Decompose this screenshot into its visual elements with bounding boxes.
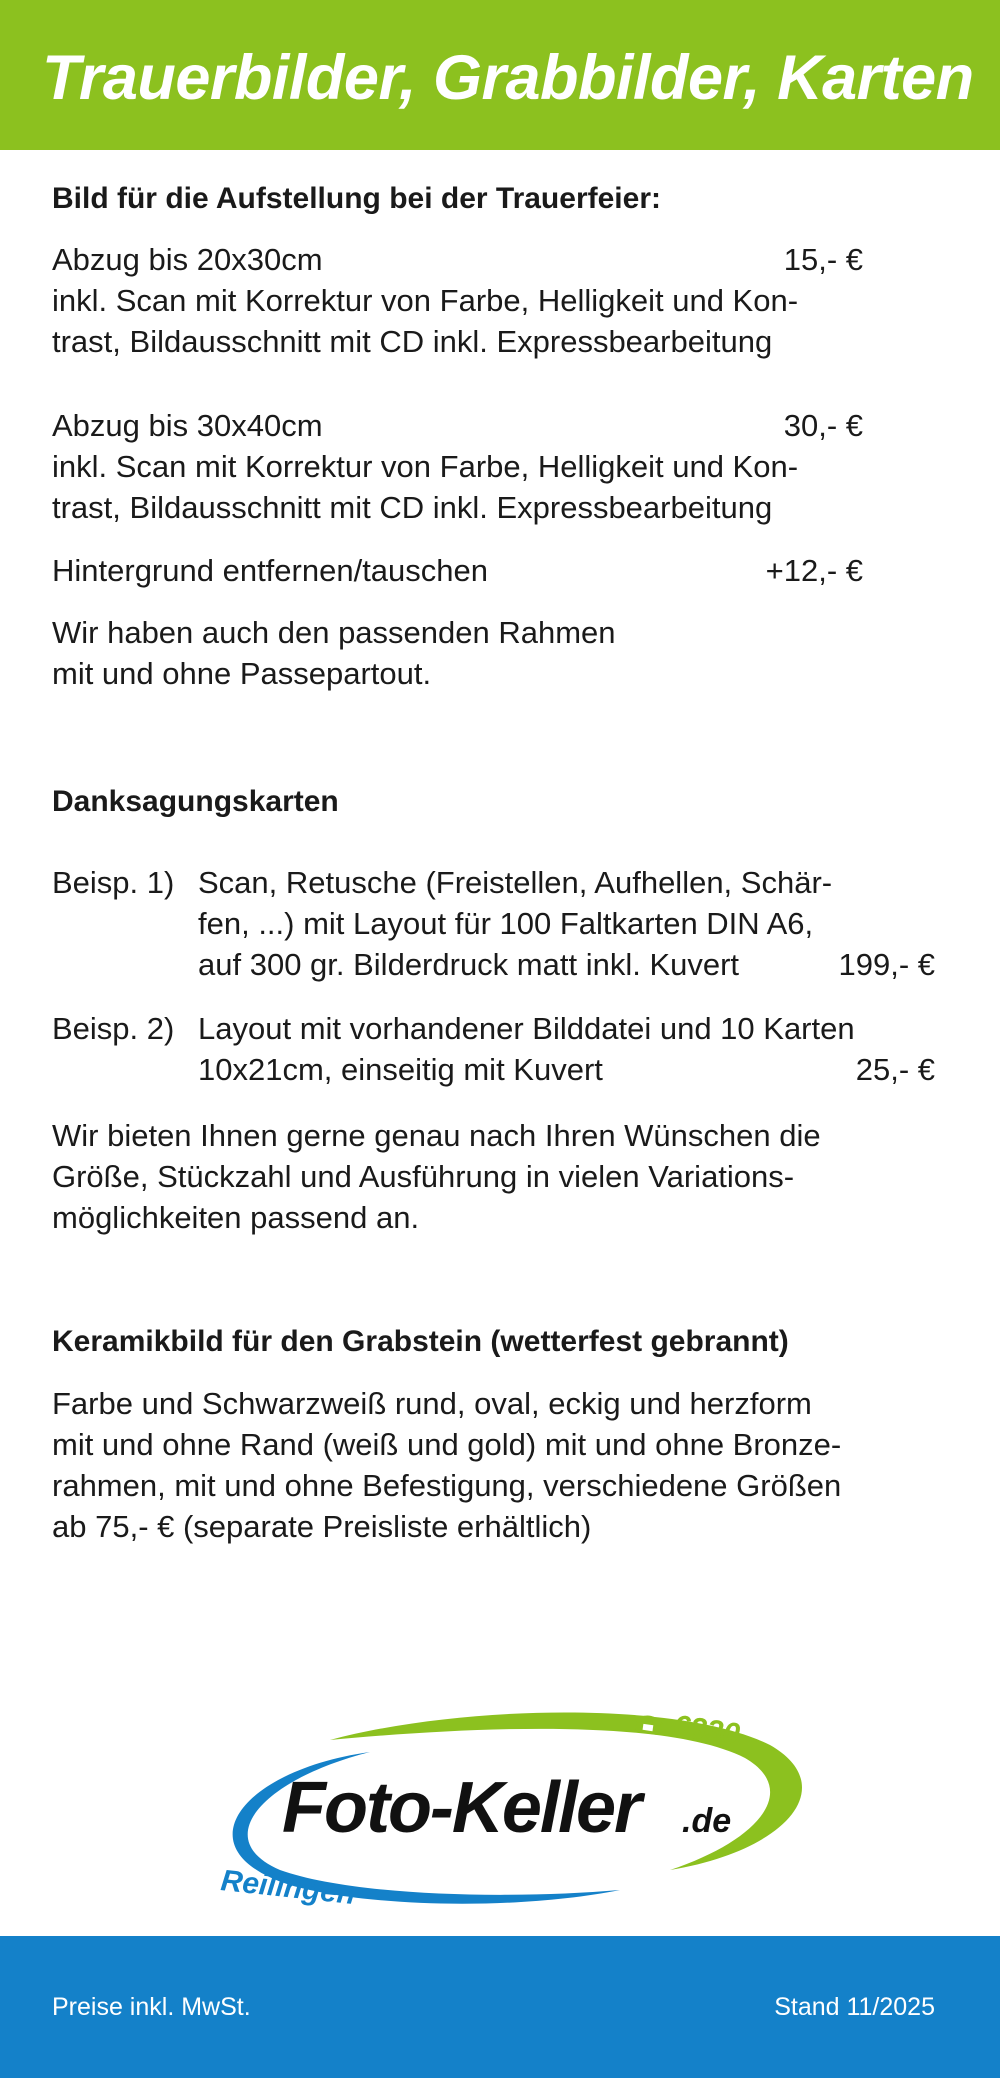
page-title: Trauerbilder, Grabbilder, Karten (42, 43, 974, 113)
body-text: ab 75,- € (separate Preisliste erhältlich) (52, 1509, 592, 1544)
example-text: Layout mit vorhandener Bilddatei und 10 Karten (198, 1011, 855, 1046)
example-text: 10x21cm, einseitig mit Kuvert (198, 1052, 603, 1087)
note-text: möglichkeiten passend an. (52, 1200, 420, 1235)
example-label: Beisp. 1) (52, 865, 175, 900)
footer-bar (0, 1936, 1000, 2078)
note-text: Wir bieten Ihnen gerne genau nach Ihren Wünschen die (52, 1118, 821, 1153)
body-text: Farbe und Schwarzweiß rund, oval, eckig und herzform (52, 1386, 812, 1421)
example-text: Scan, Retusche (Freistellen, Aufhellen, Schär- (198, 865, 833, 900)
item-price: 15,- € (783, 242, 863, 277)
item-description: trast, Bildausschnitt mit CD inkl. Expressbearbeitung (52, 324, 773, 359)
example-price: 25,- € (855, 1052, 935, 1087)
example-label: Beisp. 2) (52, 1011, 175, 1046)
item-description: inkl. Scan mit Korrektur von Farbe, Helligkeit und Kon- (52, 449, 799, 484)
footer-date: Stand 11/2025 (774, 1993, 935, 2021)
logo-phone-number: 6330 (671, 1709, 742, 1752)
example-text: fen, ...) mit Layout für 100 Faltkarten DIN A6, (198, 906, 814, 941)
item-price: +12,- € (765, 553, 863, 588)
note-text: Wir haben auch den passenden Rahmen (52, 615, 616, 650)
header-banner (0, 0, 1000, 150)
section-heading: Keramikbild für den Grabstein (wetterfest gebrannt) (52, 1325, 789, 1358)
item-label: Abzug bis 30x40cm (52, 408, 323, 443)
logo-town: Reilingen (219, 1864, 357, 1912)
example-text: auf 300 gr. Bilderdruck matt inkl. Kuvert (198, 947, 740, 982)
note-text: Größe, Stückzahl und Ausführung in vielen Variations- (52, 1159, 795, 1194)
note-text: mit und ohne Passepartout. (52, 656, 432, 691)
item-label: Abzug bis 20x30cm (52, 242, 323, 277)
example-price: 199,- € (838, 947, 935, 982)
footer-vat-note: Preise inkl. MwSt. (52, 1993, 251, 2021)
logo-tld: .de (682, 1802, 732, 1840)
body-text: rahmen, mit und ohne Befestigung, verschiedene Größen (52, 1468, 842, 1503)
item-description: trast, Bildausschnitt mit CD inkl. Expressbearbeitung (52, 490, 773, 525)
item-label: Hintergrund entfernen/tauschen (52, 553, 489, 588)
item-price: 30,- € (783, 408, 863, 443)
item-description: inkl. Scan mit Korrektur von Farbe, Helligkeit und Kon- (52, 283, 799, 318)
body-text: mit und ohne Rand (weiß und gold) mit und ohne Bronze- (52, 1427, 842, 1462)
foto-keller-logo (200, 1700, 810, 1920)
section-heading: Danksagungskarten (52, 785, 339, 818)
logo-name: Foto-Keller (282, 1768, 641, 1848)
section-heading: Bild für die Aufstellung bei der Trauerfeier: (52, 182, 661, 215)
